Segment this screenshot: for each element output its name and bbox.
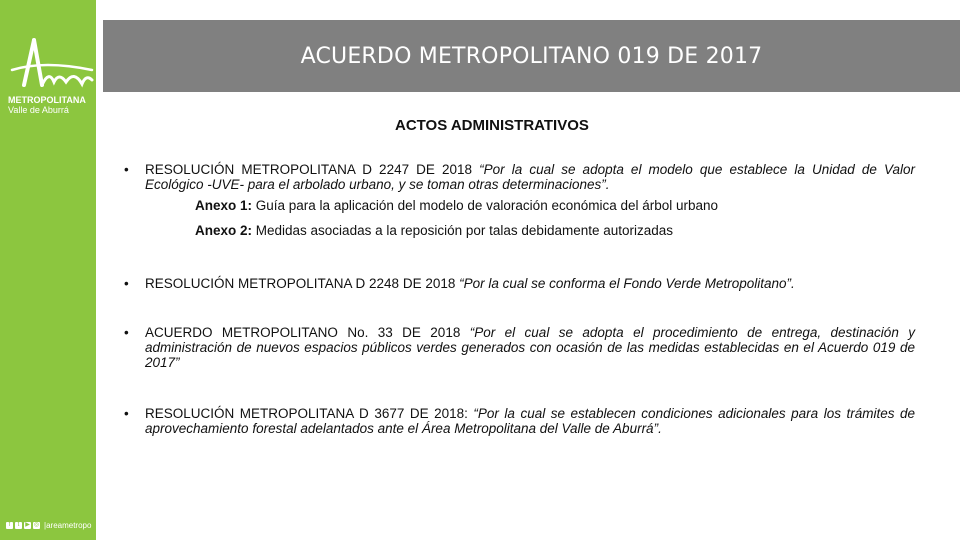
annex-text: Guía para la aplicación del modelo de valoración económica del árbol urbano [252,198,719,213]
bullet: • [124,162,129,177]
annex-1 [195,198,718,213]
bullet: • [124,406,129,421]
item-lead: RESOLUCIÓN METROPOLITANA D 2247 DE 2018 [145,162,480,177]
annex-label: Anexo 2: [195,223,253,238]
youtube-icon[interactable]: ▶ [25,522,30,528]
item-text: “Por la cual se adopta el modelo que establece la Unidad de Valor Ecológico -UVE- para el arbolado urbano, y se toman otras determinaciones”. [145,162,915,192]
item-text: “Por la cual se establecen condiciones adicionales para los trámites de aprovechamiento forestal adelantados ante el Área Metropolitana del Valle de Aburrá”. [145,406,916,436]
org-line-1: METROPOLITANA [8,95,86,105]
facebook-icon[interactable]: f [6,522,13,529]
title-bar [103,20,960,92]
annex-label: Anexo 1: [195,198,253,213]
social-links [6,521,91,530]
list-item [120,276,915,291]
twitter-icon[interactable]: t [15,522,22,529]
list-item [120,325,915,370]
instagram-icon[interactable]: ◎ [33,522,40,528]
social-handle: |areametropo [44,521,92,530]
annex-text: Medidas asociadas a la reposición por talas debidamente autorizadas [252,223,674,238]
bullet: • [124,276,129,291]
item-body [145,325,915,370]
list-item [120,406,915,436]
annex-2 [195,223,673,238]
org-name [8,95,94,115]
item-lead: RESOLUCIÓN METROPOLITANA D 2248 DE 2018 [145,276,460,291]
sidebar [0,0,96,540]
item-text: “Por la cual se conforma el Fondo Verde Metropolitano”. [459,276,795,291]
list-item [120,162,915,192]
section-title: ACTOS ADMINISTRATIVOS [395,117,589,134]
org-line-2: Valle de Aburrá [8,105,69,115]
item-lead: ACUERDO METROPOLITANO No. 33 DE 2018 [145,325,470,340]
item-lead: RESOLUCIÓN METROPOLITANA D 3677 DE 2018: [145,406,474,421]
page-title: ACUERDO METROPOLITANO 019 DE 2017 [300,43,763,69]
item-body [145,162,915,192]
item-body [145,406,915,436]
item-text: “Por el cual se adopta el procedimiento de entrega, destinación y administración de nuevos espacios públicos verdes generados con ocasión de las medidas establecidas en el Acuerdo 019 de 2017” [145,325,915,370]
item-body [145,276,915,291]
bullet: • [124,325,129,340]
